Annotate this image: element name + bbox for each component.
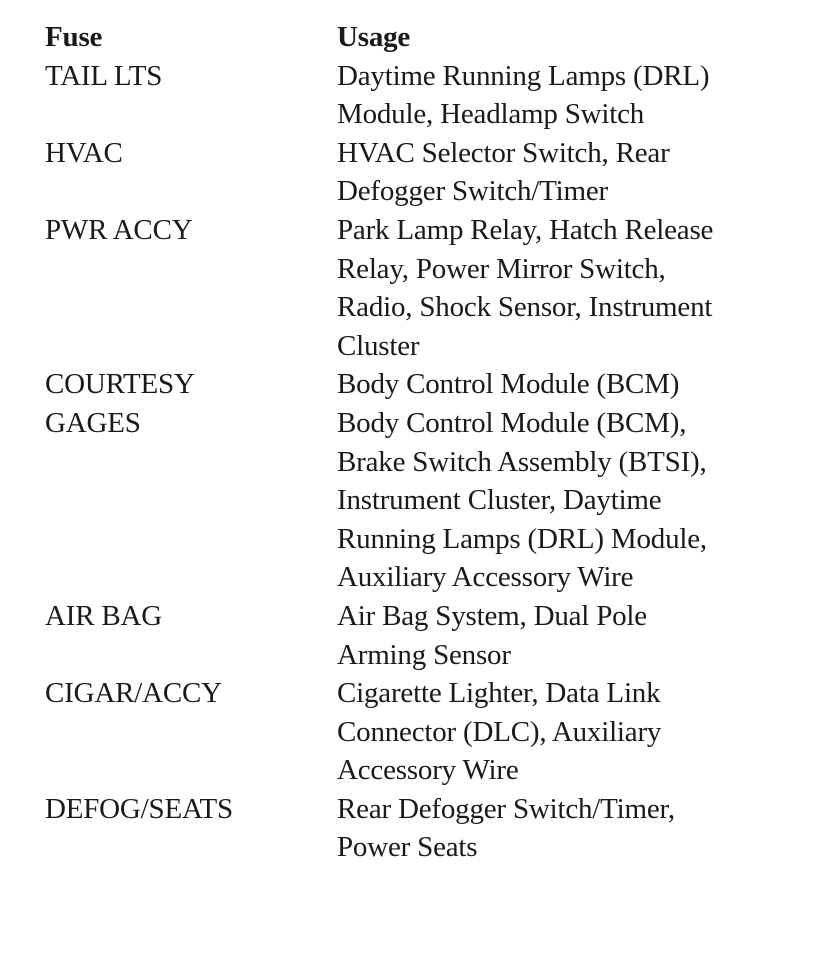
usage-line: Air Bag System, Dual Pole <box>337 599 647 632</box>
fuse-usage <box>337 597 797 674</box>
fuse-name: CIGAR/ACCY <box>45 677 222 710</box>
usage-line: Connector (DLC), Auxiliary <box>337 715 662 748</box>
usage-line: Running Lamps (DRL) Module, <box>337 522 707 555</box>
usage-line: Park Lamp Relay, Hatch Release <box>337 213 714 246</box>
usage-line: Radio, Shock Sensor, Instrument <box>337 291 713 324</box>
usage-line: Power Seats <box>337 831 478 864</box>
fuse-name: COURTESY <box>45 368 195 401</box>
table-row <box>45 57 805 134</box>
fuse-name: DEFOG/SEATS <box>45 792 233 825</box>
usage-line: Brake Switch Assembly (BTSI), <box>337 445 707 478</box>
fuse-usage <box>337 57 797 134</box>
table-row <box>45 211 805 365</box>
table-row <box>45 674 805 790</box>
usage-line: Cluster <box>337 329 420 362</box>
usage-line: Defogger Switch/Timer <box>337 175 609 208</box>
usage-line: HVAC Selector Switch, Rear <box>337 136 670 169</box>
table-row <box>45 365 805 404</box>
fuse-usage <box>337 404 797 597</box>
fuse-name: TAIL LTS <box>45 59 163 92</box>
fuse-column-header: Fuse <box>45 21 103 53</box>
usage-line: Relay, Power Mirror Switch, <box>337 252 666 285</box>
fuse-usage <box>337 211 797 365</box>
usage-line: Rear Defogger Switch/Timer, <box>337 792 675 825</box>
fuse-name: AIR BAG <box>45 599 163 632</box>
fuse-name: HVAC <box>45 136 123 169</box>
fuse-usage-table <box>45 18 805 867</box>
usage-line: Body Control Module (BCM) <box>337 368 680 401</box>
usage-line: Arming Sensor <box>337 638 511 671</box>
usage-line: Accessory Wire <box>337 754 519 787</box>
usage-line: Module, Headlamp Switch <box>337 98 645 131</box>
table-header-row <box>45 18 805 57</box>
fuse-usage <box>337 790 797 867</box>
fuse-name: GAGES <box>45 406 141 439</box>
fuse-name: PWR ACCY <box>45 213 193 246</box>
fuse-usage <box>337 365 797 404</box>
usage-column-header: Usage <box>337 21 411 53</box>
usage-line: Body Control Module (BCM), <box>337 406 687 439</box>
usage-line: Auxiliary Accessory Wire <box>337 561 634 594</box>
usage-line: Daytime Running Lamps (DRL) <box>337 59 710 92</box>
usage-line: Cigarette Lighter, Data Link <box>337 677 661 710</box>
table-row <box>45 134 805 211</box>
table-row <box>45 597 805 674</box>
table-row <box>45 404 805 597</box>
table-row <box>45 790 805 867</box>
fuse-usage <box>337 134 797 211</box>
usage-line: Instrument Cluster, Daytime <box>337 484 662 517</box>
fuse-usage <box>337 674 797 790</box>
